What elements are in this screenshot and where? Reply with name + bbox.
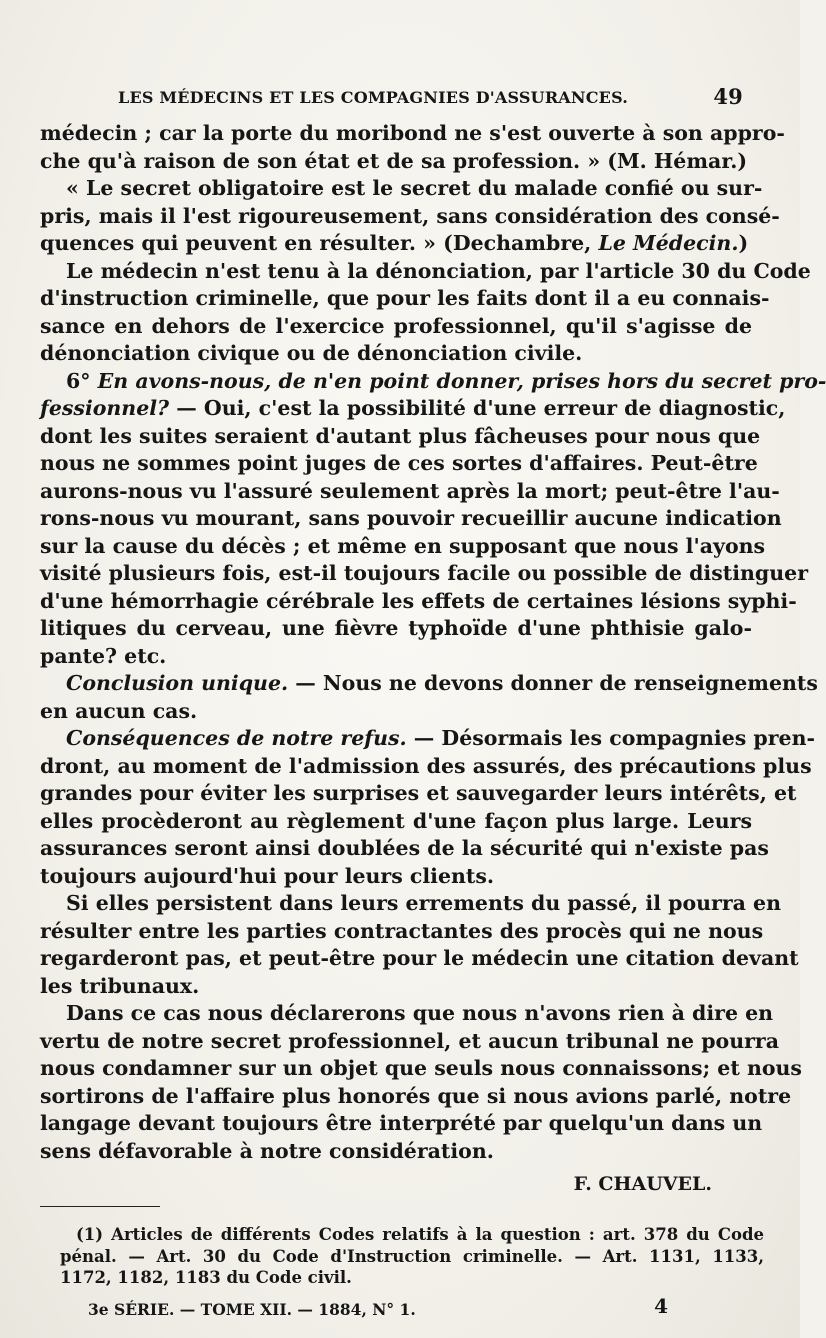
text-run: nous ne sommes point juges de ces sortes d'affaires. Peut-être bbox=[40, 451, 758, 475]
text-line bbox=[40, 643, 752, 671]
text-line bbox=[40, 863, 752, 891]
text-line bbox=[40, 340, 752, 368]
page-footer bbox=[88, 1294, 668, 1322]
text-run: ) bbox=[738, 231, 749, 255]
text-run: nous condamner sur un objet que seuls nous connaissons; et nous bbox=[40, 1056, 802, 1080]
text-run: résulter entre les parties contractantes des procès qui ne nous bbox=[40, 918, 764, 943]
text-run: médecin ; car la porte du moribond ne s'est ouverte à son appro- bbox=[40, 121, 785, 145]
text-line bbox=[40, 1028, 780, 1056]
text-run: pante? etc. bbox=[40, 643, 167, 668]
text-line bbox=[40, 780, 797, 808]
text-run: grandes pour éviter les surprises et sauvegarder leurs intérêts, et bbox=[40, 781, 797, 805]
text-line bbox=[40, 395, 786, 423]
italic-text: fessionnel? bbox=[40, 396, 170, 420]
text-run: elles procèderont au règlement d'une façon plus large. Leurs bbox=[40, 808, 752, 833]
text-run: d'instruction criminelle, que pour les faits dont il a eu connais- bbox=[40, 286, 770, 310]
text-run: d'une hémorrhagie cérébrale les effets de certaines lésions syphi- bbox=[40, 588, 797, 613]
text-line bbox=[40, 890, 782, 918]
text-line bbox=[40, 753, 812, 781]
text-line bbox=[40, 808, 752, 836]
text-line bbox=[40, 230, 752, 258]
text-line bbox=[40, 258, 811, 286]
text-run: sur la cause du décès ; et même en supposant que nous l'ayons bbox=[40, 533, 766, 558]
text-line bbox=[40, 148, 752, 176]
text-run: les tribunaux. bbox=[40, 973, 200, 998]
text-line bbox=[40, 423, 761, 451]
text-run: visité plusieurs fois, est-il toujours facile ou possible de distinguer bbox=[40, 561, 808, 585]
text-line bbox=[40, 1055, 802, 1083]
text-line bbox=[40, 478, 780, 506]
footnote-line: (1) Articles de différents Codes relatifs à la question : art. 378 du Code bbox=[76, 1225, 764, 1244]
text-line bbox=[40, 945, 799, 973]
text-run: langage devant toujours être interprété par quelqu'un dans un bbox=[40, 1111, 763, 1135]
text-line bbox=[40, 533, 766, 561]
text-run: quences qui peuvent en résulter. » (Dechambre, bbox=[40, 231, 599, 255]
text-run: sance en dehors de l'exercice professionnel, qu'il s'agisse de bbox=[40, 313, 752, 338]
footnote bbox=[60, 1224, 764, 1289]
text-line bbox=[40, 1138, 752, 1166]
footnote-separator bbox=[40, 1206, 160, 1207]
text-run: pris, mais il l'est rigoureusement, sans considération des consé- bbox=[40, 203, 780, 228]
text-run: Si elles persistent dans leurs errements du passé, il pourra en bbox=[66, 891, 782, 915]
author-signature: F. CHAUVEL. bbox=[573, 1173, 712, 1195]
text-run: 6° bbox=[66, 368, 98, 393]
text-line bbox=[40, 368, 826, 396]
text-run: dront, au moment de l'admission des assurés, des précautions plus bbox=[40, 753, 812, 778]
text-line bbox=[40, 175, 763, 203]
text-line bbox=[40, 285, 770, 313]
text-run: dénonciation civique ou de dénonciation civile. bbox=[40, 341, 583, 365]
text-run: sortirons de l'affaire plus honorés que si nous avions parlé, notre bbox=[40, 1083, 792, 1108]
text-run: « Le secret obligatoire est le secret du malade confié ou sur- bbox=[66, 176, 763, 200]
text-line bbox=[40, 1000, 774, 1028]
text-run: dont les suites seraient d'autant plus fâcheuses pour nous que bbox=[40, 423, 761, 448]
text-line bbox=[40, 615, 752, 643]
text-run: en aucun cas. bbox=[40, 698, 198, 723]
text-run: rons-nous vu mourant, sans pouvoir recueillir aucune indication bbox=[40, 506, 782, 530]
text-run: regarderont pas, et peut-être pour le médecin une citation devant bbox=[40, 946, 799, 970]
footnote-line: pénal. — Art. 30 du Code d'Instruction criminelle. — Art. 1131, 1133, bbox=[60, 1246, 764, 1266]
signature-mark: 4 bbox=[654, 1294, 668, 1318]
footnote-line: 1172, 1182, 1183 du Code civil. bbox=[60, 1268, 352, 1287]
running-title: LES MÉDECINS ET LES COMPAGNIES D'ASSURANCES. bbox=[118, 88, 629, 107]
text-line bbox=[40, 560, 808, 588]
text-run: litiques du cerveau, une fièvre typhoïde d'une phthisie galo- bbox=[40, 616, 752, 640]
text-run: assurances seront ainsi doublées de la sécurité qui n'existe pas bbox=[40, 836, 769, 860]
text-line bbox=[40, 203, 780, 231]
text-run: — Désormais les compagnies pren- bbox=[406, 726, 816, 750]
italic-text: Le Médecin. bbox=[598, 231, 739, 255]
text-line bbox=[40, 835, 769, 863]
text-run: Le médecin n'est tenu à la dénonciation, par l'article 30 du Code bbox=[66, 258, 811, 283]
text-run: Dans ce cas nous déclarerons que nous n'avons rien à dire en bbox=[66, 1001, 774, 1025]
text-run: — Nous ne devons donner de renseignements bbox=[288, 671, 818, 695]
text-run: che qu'à raison de son état et de sa profession. » (M. Hémar.) bbox=[40, 148, 748, 173]
text-line bbox=[40, 918, 764, 946]
text-line bbox=[40, 120, 785, 148]
text-line bbox=[40, 505, 782, 533]
text-run: toujours aujourd'hui pour leurs clients. bbox=[40, 863, 495, 888]
italic-text: En avons-nous, de n'en point donner, prises hors du secret pro- bbox=[97, 368, 826, 393]
text-line bbox=[40, 1110, 763, 1138]
text-line bbox=[40, 670, 818, 698]
text-line bbox=[40, 1083, 792, 1111]
series-info: 3e SÉRIE. — TOME XII. — 1884, N° 1. bbox=[88, 1300, 416, 1319]
page-number: 49 bbox=[713, 84, 743, 109]
text-line bbox=[40, 588, 797, 616]
text-run: sens défavorable à notre considération. bbox=[40, 1138, 494, 1163]
text-line bbox=[40, 725, 816, 753]
text-line bbox=[40, 450, 758, 478]
body-text bbox=[40, 120, 826, 1199]
running-header bbox=[118, 86, 743, 114]
text-line bbox=[40, 973, 752, 1001]
text-run: — Oui, c'est la possibilité d'une erreur de diagnostic, bbox=[169, 396, 786, 420]
italic-text: Conclusion unique. bbox=[66, 671, 289, 695]
text-line bbox=[40, 313, 752, 341]
text-run: aurons-nous vu l'assuré seulement après la mort; peut-être l'au- bbox=[40, 478, 780, 503]
italic-text: Conséquences de notre refus. bbox=[66, 726, 407, 750]
text-line bbox=[40, 698, 752, 726]
text-run: vertu de notre secret professionnel, et aucun tribunal ne pourra bbox=[40, 1028, 780, 1053]
